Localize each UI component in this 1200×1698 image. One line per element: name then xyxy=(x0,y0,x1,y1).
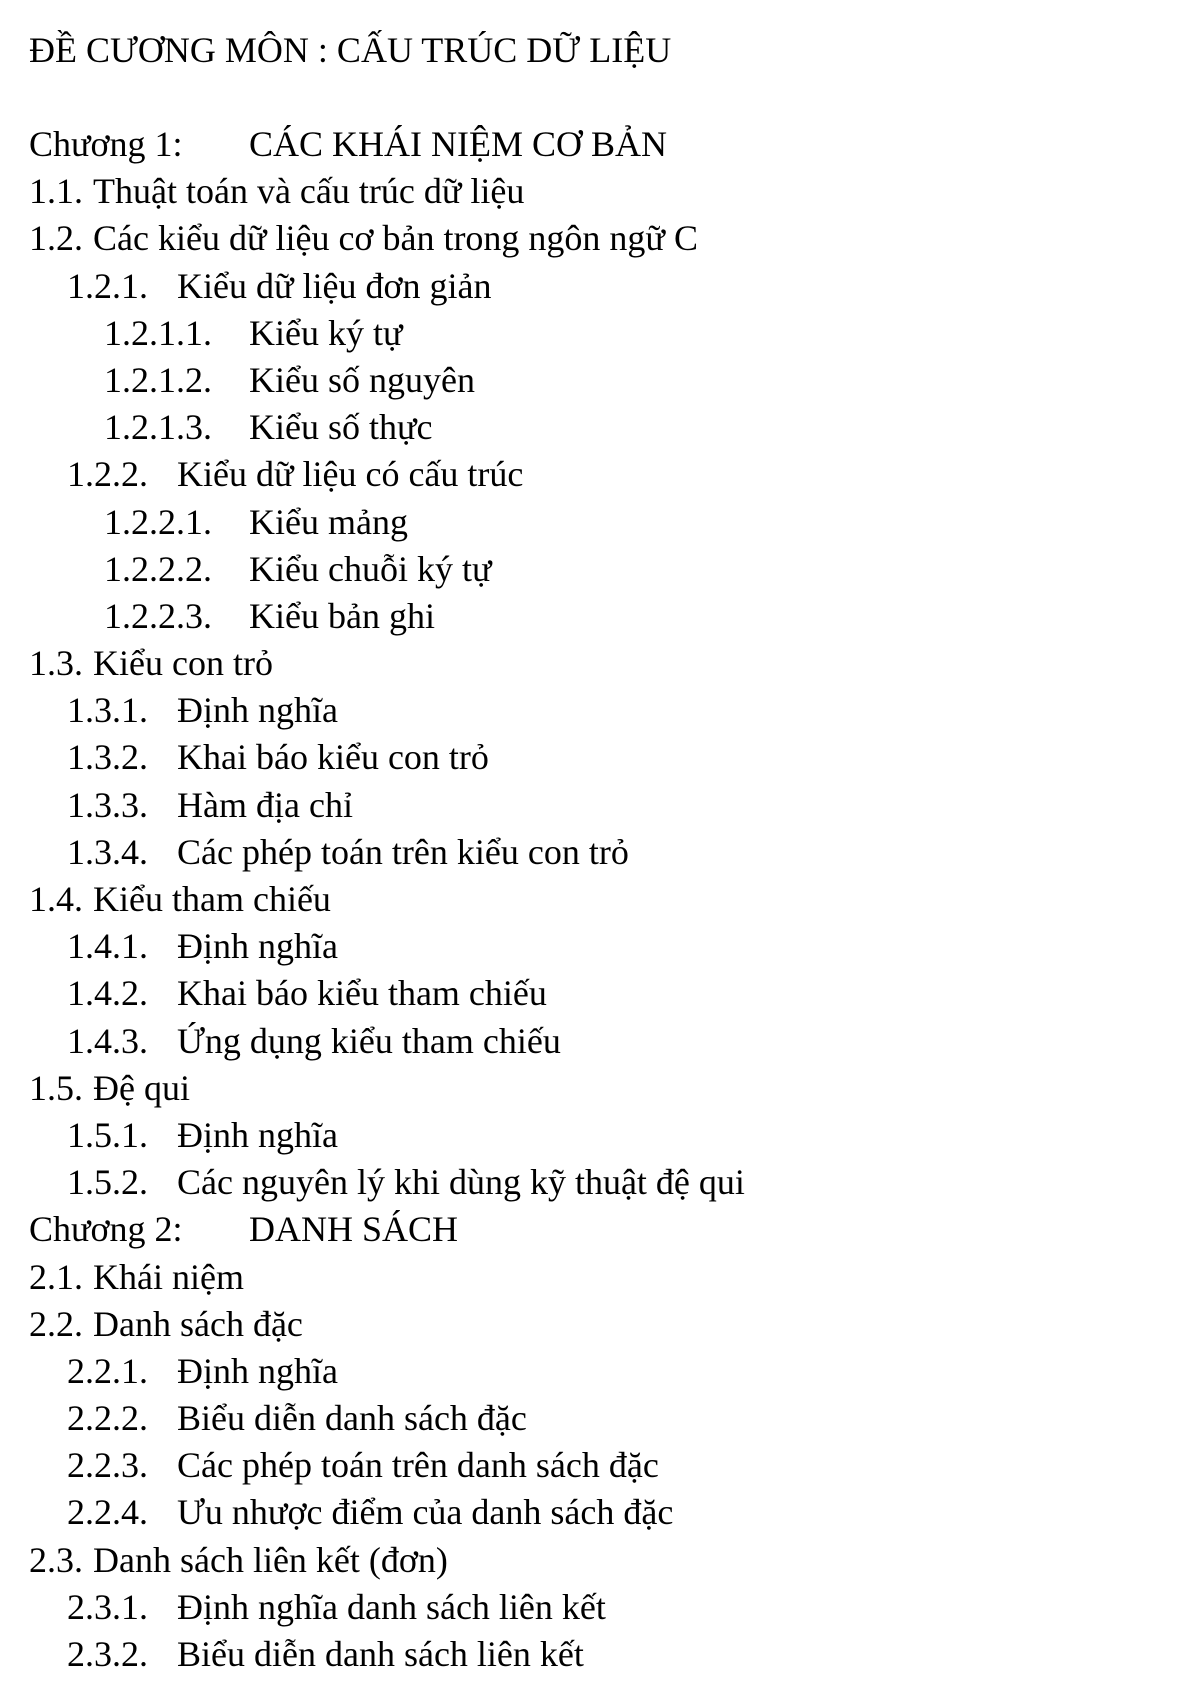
toc-item-text: DANH SÁCH xyxy=(249,1209,459,1250)
toc-item xyxy=(0,1159,745,1206)
toc-item-number: 1.2. xyxy=(29,218,83,259)
toc-item-text: Ứng dụng kiểu tham chiếu xyxy=(177,1020,561,1061)
toc-item-text: Kiểu dữ liệu có cấu trúc xyxy=(177,454,524,495)
toc-item xyxy=(0,451,745,498)
toc-item xyxy=(0,970,745,1017)
toc-item-number: 1.5.1. xyxy=(67,1114,148,1155)
toc-item-text: Biểu diễn danh sách liên kết xyxy=(177,1634,584,1674)
toc-item xyxy=(0,1018,745,1065)
toc-item-text: Kiểu chuỗi ký tự xyxy=(249,548,492,589)
toc-item-number: 2.2.1. xyxy=(67,1350,148,1391)
toc-item xyxy=(0,263,745,310)
toc-item xyxy=(0,640,745,687)
toc-item-text: Các kiểu dữ liệu cơ bản trong ngôn ngữ C xyxy=(93,218,698,259)
toc-item-number: 1.4.2. xyxy=(67,973,148,1014)
toc-item-number: 1.4.1. xyxy=(67,926,148,967)
toc-item-text: Thuật toán và cấu trúc dữ liệu xyxy=(93,171,525,212)
toc-item-number: 2.3. xyxy=(29,1539,83,1580)
toc-item xyxy=(0,923,745,970)
toc-item-text: Các phép toán trên danh sách đặc xyxy=(177,1445,659,1486)
toc-item-text: Kiểu mảng xyxy=(249,501,408,542)
toc-item xyxy=(0,1489,745,1536)
toc-item-text: Khai báo kiểu con trỏ xyxy=(177,737,489,778)
toc-item-text: Định nghĩa danh sách liên kết xyxy=(177,1586,606,1627)
toc-item xyxy=(0,593,745,640)
toc-item-number: 1.2.1. xyxy=(67,265,148,306)
toc-item xyxy=(0,499,745,546)
toc-item-text: Kiểu dữ liệu đơn giản xyxy=(177,265,492,306)
toc-item xyxy=(0,168,745,215)
toc-item-text: Kiểu tham chiếu xyxy=(93,879,331,919)
toc-item-number: 1.3.3. xyxy=(67,784,148,825)
toc-item-number: 1.4. xyxy=(29,879,83,919)
toc-item-number: 1.3.1. xyxy=(67,690,148,731)
toc-item-text: Kiểu số thực xyxy=(249,407,433,448)
toc-item xyxy=(0,876,745,923)
toc-item-number: 2.3.2. xyxy=(67,1634,148,1674)
toc-item xyxy=(0,1537,745,1584)
toc-item xyxy=(0,1301,745,1348)
toc-item-text: Kiểu con trỏ xyxy=(93,643,273,684)
table-of-contents xyxy=(0,121,745,1678)
toc-item-number: Chương 1: xyxy=(29,124,183,164)
chapter-heading xyxy=(0,1206,745,1253)
toc-item xyxy=(0,1631,745,1678)
toc-item-number: 1.2.2.1. xyxy=(104,501,212,542)
toc-item-number: 1.2.2.3. xyxy=(104,595,212,636)
toc-item xyxy=(0,310,745,357)
toc-item-text: Định nghĩa xyxy=(177,926,338,967)
toc-item xyxy=(0,404,745,451)
toc-item-number: 1.2.1.1. xyxy=(104,312,212,353)
toc-item-number: 2.2.3. xyxy=(67,1445,148,1486)
toc-item-number: 2.2.4. xyxy=(67,1492,148,1533)
toc-item-text: Định nghĩa xyxy=(177,1114,338,1155)
toc-item-number: 1.4.3. xyxy=(67,1020,148,1061)
toc-item xyxy=(0,357,745,404)
toc-item-text: Khai báo kiểu tham chiếu xyxy=(177,973,547,1014)
toc-item xyxy=(0,829,745,876)
toc-item-number: 1.3.2. xyxy=(67,737,148,778)
toc-item-text: Kiểu ký tự xyxy=(249,312,403,353)
toc-item-text: Biểu diễn danh sách đặc xyxy=(177,1398,527,1439)
toc-item xyxy=(0,1065,745,1112)
toc-item-text: Khái niệm xyxy=(93,1256,244,1297)
toc-item xyxy=(0,734,745,781)
toc-item-number: 2.1. xyxy=(29,1256,83,1297)
toc-item xyxy=(0,1584,745,1631)
toc-item-number: 2.2.2. xyxy=(67,1398,148,1439)
toc-item-number: 1.3.4. xyxy=(67,831,148,872)
toc-item xyxy=(0,1112,745,1159)
toc-item-text: Đệ qui xyxy=(93,1067,190,1108)
toc-item-number: 1.5.2. xyxy=(67,1162,148,1203)
chapter-heading xyxy=(0,121,745,168)
toc-item xyxy=(0,1348,745,1395)
toc-item-number: 1.3. xyxy=(29,643,83,684)
toc-item-number: 1.2.2.2. xyxy=(104,548,212,589)
toc-item-text: Ưu nhược điểm của danh sách đặc xyxy=(177,1492,674,1533)
document-title: ĐỀ CƯƠNG MÔN : CẤU TRÚC DỮ LIỆU xyxy=(29,30,672,70)
toc-item xyxy=(0,546,745,593)
toc-item-text: Hàm địa chỉ xyxy=(177,784,353,825)
toc-item xyxy=(0,782,745,829)
toc-item xyxy=(0,1442,745,1489)
toc-item-text: Danh sách đặc xyxy=(93,1303,303,1344)
toc-item-number: 1.2.2. xyxy=(67,454,148,495)
toc-item-text: Các phép toán trên kiểu con trỏ xyxy=(177,831,629,872)
toc-item xyxy=(0,1254,745,1301)
toc-item-number: 1.2.1.2. xyxy=(104,359,212,400)
toc-item-number: 1.5. xyxy=(29,1067,83,1108)
toc-item xyxy=(0,687,745,734)
toc-item xyxy=(0,215,745,262)
toc-item-number: Chương 2: xyxy=(29,1209,183,1250)
toc-item-text: Các nguyên lý khi dùng kỹ thuật đệ qui xyxy=(177,1162,745,1203)
toc-item-text: Định nghĩa xyxy=(177,1350,338,1391)
toc-item-number: 2.2. xyxy=(29,1303,83,1344)
toc-item-text: Kiểu bản ghi xyxy=(249,595,435,636)
toc-item-number: 2.3.1. xyxy=(67,1586,148,1627)
toc-item-text: Định nghĩa xyxy=(177,690,338,731)
toc-item xyxy=(0,1395,745,1442)
toc-item-number: 1.1. xyxy=(29,171,83,212)
toc-item-text: CÁC KHÁI NIỆM CƠ BẢN xyxy=(249,124,668,164)
toc-item-number: 1.2.1.3. xyxy=(104,407,212,448)
toc-item-text: Kiểu số nguyên xyxy=(249,359,475,400)
toc-item-text: Danh sách liên kết (đơn) xyxy=(93,1539,448,1580)
